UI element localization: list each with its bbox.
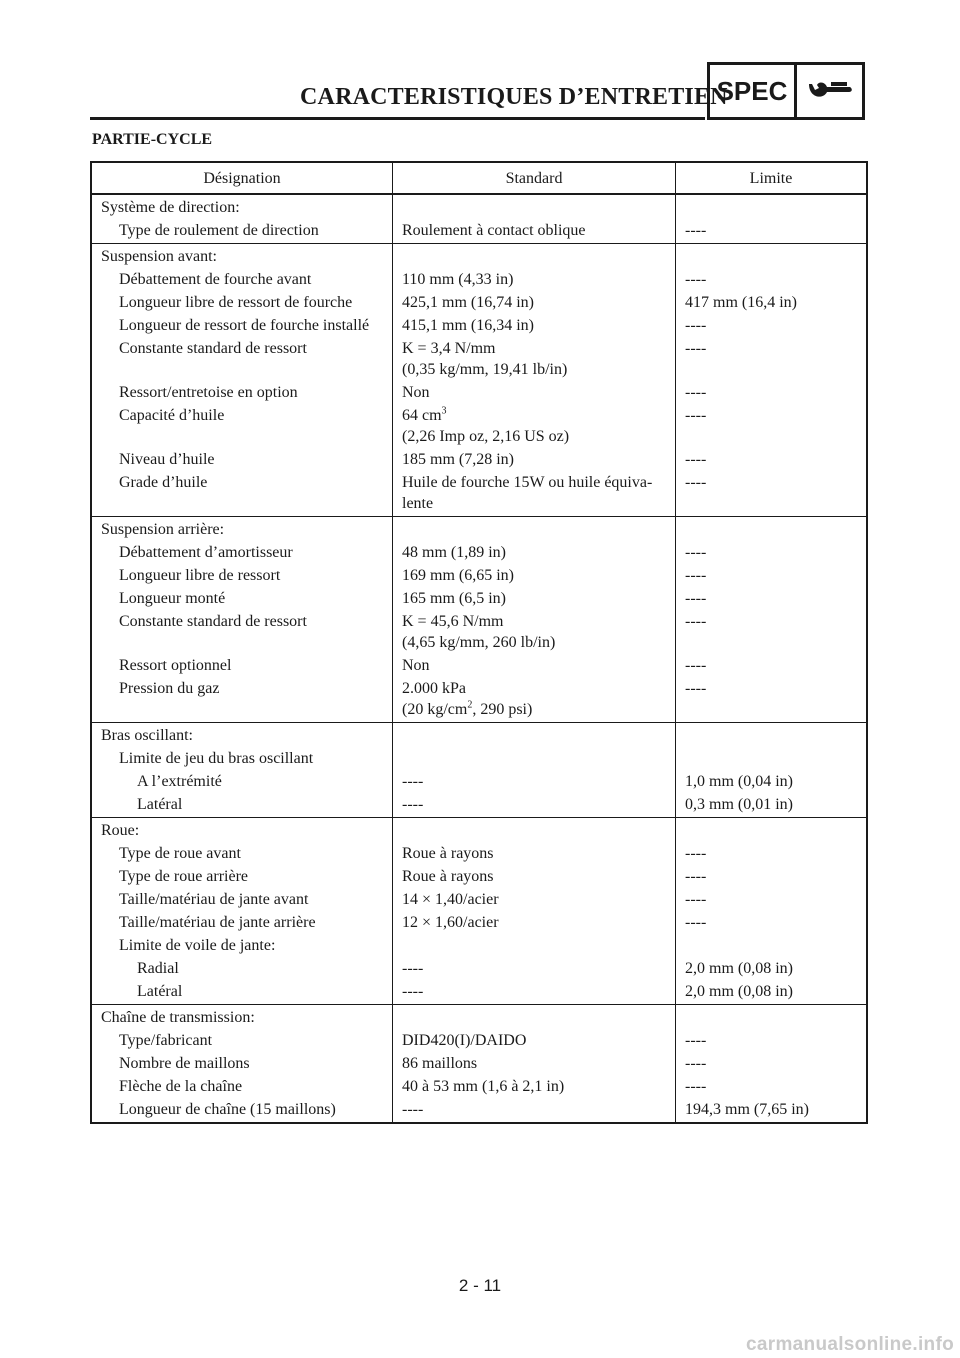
watermark: carmanualsonline.info (746, 1334, 954, 1355)
group-heading: Suspension avant: (101, 248, 217, 265)
limit-value: ---- (676, 337, 868, 381)
item-label: Taille/matériau de jante avant (119, 891, 309, 908)
spec-label: SPEC (710, 65, 797, 117)
item-label: Longueur de chaîne (15 maillons) (119, 1101, 336, 1118)
standard-value: 48 mm (1,89 in) (393, 541, 676, 564)
table-header-row (91, 162, 867, 194)
limit-value: 194,3 mm (7,65 in) (676, 1098, 868, 1123)
item-label: Limite de jeu du bras oscillant (119, 750, 314, 767)
limit-value: ---- (676, 564, 868, 587)
standard-value: K = 3,4 N/mm (0,35 kg/mm, 19,41 lb/in) (393, 337, 676, 381)
item-label: Ressort optionnel (119, 657, 232, 674)
item-label: Pression du gaz (119, 680, 220, 697)
limit-value: ---- (676, 1029, 868, 1052)
group-heading: Chaîne de transmission: (101, 1009, 255, 1026)
limit-value: ---- (676, 587, 868, 610)
standard-value: 2.000 kPa (20 $kg/cm^2$, 290 psi) (393, 677, 676, 723)
standard-value: 14 × 1,40/acier (393, 888, 676, 911)
limit-value: ---- (676, 268, 868, 291)
item-label: Longueur de ressort de fourche installé (119, 317, 370, 334)
item-label: Latéral (137, 796, 183, 813)
item-label: Type/fabricant (119, 1032, 213, 1049)
standard-value: ---- (393, 980, 676, 1005)
group-rear-suspension (91, 517, 867, 723)
item-label: Limite de voile de jante: (119, 937, 276, 954)
standard-value: 12 × 1,60/acier (393, 911, 676, 934)
standard-value: 40 à 53 mm (1,6 à 2,1 in) (393, 1075, 676, 1098)
standard-value: 86 maillons (393, 1052, 676, 1075)
limit-value: ---- (676, 404, 868, 448)
limit-value: ---- (676, 842, 868, 865)
group-wheel (91, 818, 867, 1005)
group-heading: Suspension arrière: (101, 521, 225, 538)
limit-value: ---- (676, 541, 868, 564)
standard-value: Non (393, 654, 676, 677)
item-label: Nombre de maillons (119, 1055, 250, 1072)
standard-value: ---- (393, 1098, 676, 1123)
limit-value: ---- (676, 1052, 868, 1075)
limit-value: ---- (676, 448, 868, 471)
item-label: Flèche de la chaîne (119, 1078, 243, 1095)
item-label: Capacité d’huile (119, 407, 225, 424)
limit-value: ---- (676, 381, 868, 404)
standard-value: DID420(I)/DAIDO (393, 1029, 676, 1052)
item-label: Niveau d’huile (119, 451, 215, 468)
item-label: Latéral (137, 983, 183, 1000)
group-drive-chain (91, 1005, 867, 1124)
standard-value: 110 mm (4,33 in) (393, 268, 676, 291)
limit-value: ---- (676, 677, 868, 723)
group-steering (91, 194, 867, 244)
item-label: Constante standard de ressort (119, 613, 307, 630)
group-heading: Bras oscillant: (101, 727, 193, 744)
standard-value: 64 $cm^3$ (2,26 Imp oz, 2,16 US oz) (393, 404, 676, 448)
spec-tab (707, 62, 865, 120)
item-label: Grade d’huile (119, 474, 208, 491)
page-header-title: CARACTERISTIQUES D’ENTRETIEN (300, 84, 728, 110)
standard-value: Roue à rayons (393, 865, 676, 888)
standard-value: 185 mm (7,28 in) (393, 448, 676, 471)
standard-value: ---- (393, 770, 676, 793)
limit-value: 0,3 mm (0,01 in) (676, 793, 868, 818)
item-label: Type de roue avant (119, 845, 241, 862)
section-title: PARTIE-CYCLE (92, 131, 213, 148)
item-label: Longueur monté (119, 590, 226, 607)
header-rule (90, 117, 705, 120)
limit-value: ---- (676, 610, 868, 654)
limit-value: ---- (676, 888, 868, 911)
item-label: Débattement d’amortisseur (119, 544, 293, 561)
limit-value: 417 mm (16,4 in) (676, 291, 868, 314)
standard-value: K = 45,6 N/mm (4,65 kg/mm, 260 lb/in) (393, 610, 676, 654)
standard-value: 415,1 mm (16,34 in) (393, 314, 676, 337)
standard-value: Roulement à contact oblique (393, 219, 676, 244)
limit-value: ---- (676, 865, 868, 888)
standard-value: ---- (393, 793, 676, 818)
limit-value: ---- (676, 314, 868, 337)
item-label: Type de roue arrière (119, 868, 249, 885)
limit-value: 2,0 mm (0,08 in) (676, 980, 868, 1005)
limit-value: ---- (676, 219, 868, 244)
limit-value: ---- (676, 911, 868, 934)
item-label: Taille/matériau de jante arrière (119, 914, 316, 931)
group-swingarm (91, 723, 867, 818)
page-number: 2 - 11 (458, 1276, 502, 1295)
item-label: A l’extrémité (137, 773, 222, 790)
group-heading: Système de direction: (101, 199, 240, 216)
column-header: Désignation (91, 162, 393, 194)
standard-value: 165 mm (6,5 in) (393, 587, 676, 610)
group-heading: Roue: (101, 822, 140, 839)
wrench-icon (805, 76, 855, 106)
item-label: Constante standard de ressort (119, 340, 307, 357)
limit-value: ---- (676, 1075, 868, 1098)
item-label: Longueur libre de ressort (119, 567, 281, 584)
item-label: Débattement de fourche avant (119, 271, 312, 288)
standard-value: 425,1 mm (16,74 in) (393, 291, 676, 314)
specs-table (90, 161, 868, 1124)
limit-value: 2,0 mm (0,08 in) (676, 957, 868, 980)
item-label: Longueur libre de ressort de fourche (119, 294, 353, 311)
standard-value: ---- (393, 957, 676, 980)
standard-value: Huile de fourche 15W ou huile équiva- lente (393, 471, 676, 517)
limit-value: ---- (676, 471, 868, 517)
item-label: Radial (137, 960, 179, 977)
standard-value: 169 mm (6,65 in) (393, 564, 676, 587)
column-header: Standard (393, 162, 676, 194)
item-label: Type de roulement de direction (119, 222, 319, 239)
limit-value: 1,0 mm (0,04 in) (676, 770, 868, 793)
item-label: Ressort/entretoise en option (119, 384, 298, 401)
group-front-suspension (91, 244, 867, 517)
standard-value: Non (393, 381, 676, 404)
standard-value: Roue à rayons (393, 842, 676, 865)
limit-value: ---- (676, 654, 868, 677)
column-header: Limite (676, 162, 868, 194)
